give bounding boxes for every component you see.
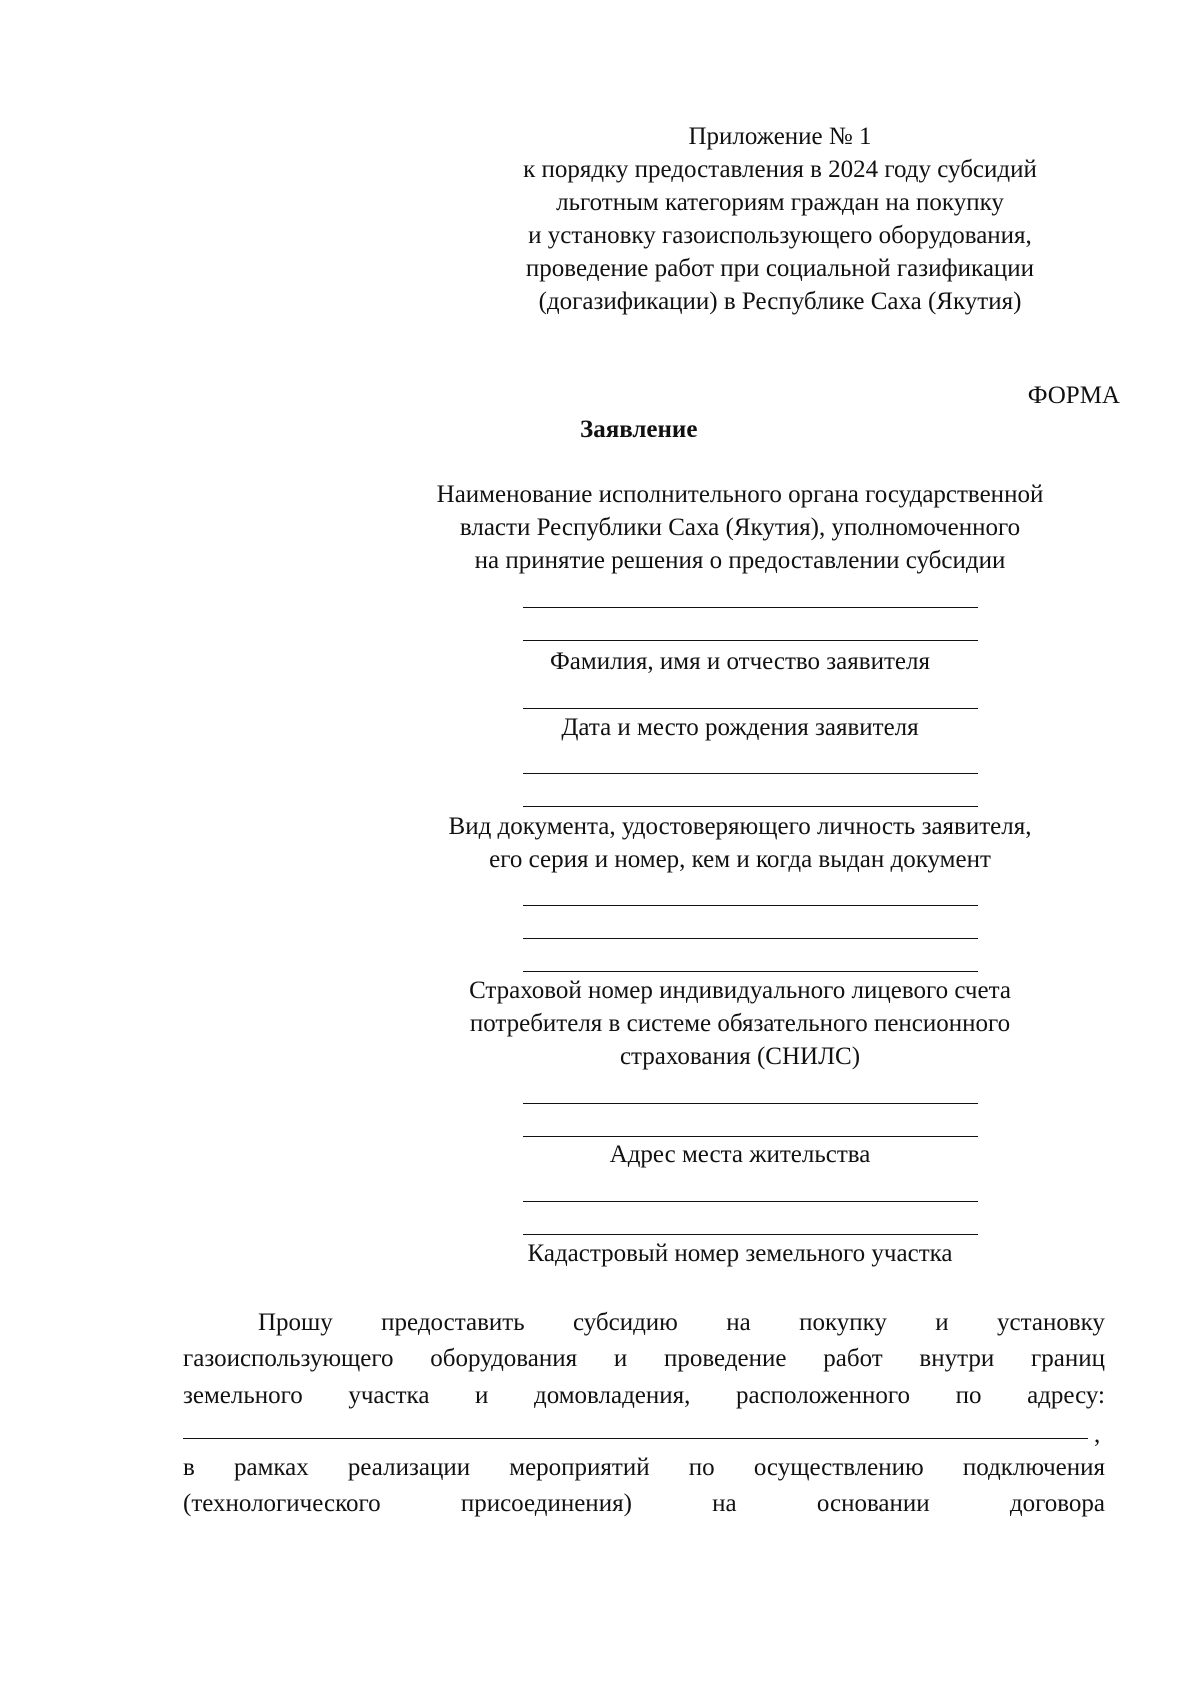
address-label: Адрес места жительства [609,1141,871,1168]
word: установку [997,1309,1105,1336]
fill-line [523,1201,978,1202]
word: договора [1009,1490,1105,1517]
word: основании [816,1490,930,1517]
request-paragraph-line [183,1487,1105,1520]
word: Прошу [258,1309,333,1336]
fill-line [523,938,978,939]
identity-document-caption [380,810,1100,876]
request-paragraph-line [258,1306,1105,1339]
word: (технологического [183,1490,381,1517]
word: в [183,1454,195,1481]
appendix-line: и установку газоиспользующего оборудования, [528,222,1032,249]
word: и [475,1382,489,1409]
fill-line [523,773,978,774]
fill-line [523,607,978,608]
identity-line: его серия и номер, кем и когда выдан документ [489,846,991,873]
request-paragraph-line [183,1379,1105,1412]
authority-line: Наименование исполнительного органа государственной [436,481,1044,508]
fill-line [523,971,978,972]
word: границ [1030,1345,1105,1372]
authority-line: на принятие решения о предоставлении субсидии [474,547,1006,574]
word: покупку [799,1309,887,1336]
address-comma: , [1094,1421,1101,1448]
appendix-line: к порядку предоставления в 2024 году субсидий [523,156,1037,183]
appendix-line: проведение работ при социальной газификации [525,255,1035,282]
word: расположенного [735,1382,911,1409]
document-title: Заявление [580,416,698,443]
word: и [613,1345,628,1372]
word: на [726,1309,751,1336]
snils-line: Страховой номер индивидуального лицевого счета [469,977,1011,1004]
snils-line: потребителя в системе обязательного пенсионного [469,1010,1011,1037]
fill-line [523,905,978,906]
request-paragraph-line [183,1451,1105,1484]
fill-line [523,640,978,641]
cadastral-label: Кадастровый номер земельного участка [527,1240,953,1267]
word: осуществлению [753,1454,924,1481]
identity-line: Вид документа, удостоверяющего личность заявителя, [448,813,1032,840]
address-fill-line [183,1438,1088,1439]
birth-label: Дата и место рождения заявителя [561,714,919,741]
fill-line [523,1103,978,1104]
fill-line [523,708,978,709]
word: подключения [962,1454,1105,1481]
word: по [688,1454,715,1481]
word: земельного [183,1382,303,1409]
word: по [955,1382,982,1409]
appendix-header [470,120,1090,318]
authority-line: власти Республики Саха (Якутия), уполномоченного [459,514,1021,541]
word: оборудования [430,1345,578,1372]
word: предоставить [381,1309,525,1336]
word: и [935,1309,949,1336]
full-name-label: Фамилия, имя и отчество заявителя [550,648,930,675]
authority-name-caption [380,478,1100,577]
word: присоединения) [460,1490,632,1517]
fill-line [523,1136,978,1137]
fill-line [523,806,978,807]
word: проведение [664,1345,787,1372]
word: субсидию [572,1309,678,1336]
snils-caption [380,974,1100,1073]
appendix-line: Приложение № 1 [688,123,872,150]
word: работ [823,1345,883,1372]
appendix-line: льготным категориям граждан на покупку [556,189,1004,216]
word: на [712,1490,737,1517]
word: мероприятий [509,1454,650,1481]
form-label: ФОРМА [1027,382,1120,409]
appendix-line: (догазификации) в Республике Саха (Якутия) [538,288,1022,315]
request-paragraph-line [183,1342,1105,1375]
word: газоиспользующего [183,1345,394,1372]
word: реализации [347,1454,471,1481]
word: участка [348,1382,430,1409]
word: домовладения, [533,1382,691,1409]
word: адресу: [1027,1382,1105,1409]
fill-line [523,1234,978,1235]
word: рамках [233,1454,309,1481]
snils-line: страхования (СНИЛС) [619,1043,861,1070]
word: внутри [919,1345,995,1372]
